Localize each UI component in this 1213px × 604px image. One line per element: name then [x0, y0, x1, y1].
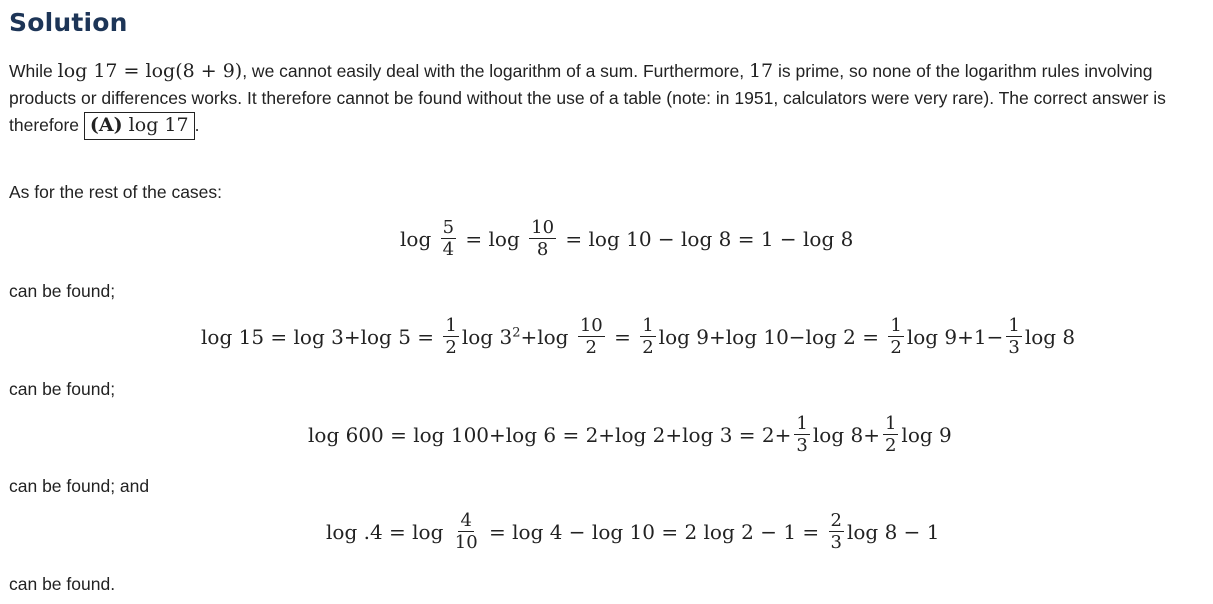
eq2-fraction-3-num: 1: [642, 315, 654, 336]
found-line-1: can be found;: [9, 281, 116, 301]
found-line-2: can be found;: [9, 379, 116, 399]
eq3-fraction-1-num: 1: [796, 413, 808, 434]
eq2-fraction-1-den: 2: [445, 337, 457, 358]
eq3-fraction-2-num: 1: [884, 413, 897, 434]
eq1-fraction-2-num: 10: [531, 217, 555, 238]
eq2-fraction-2-den: 2: [585, 337, 597, 358]
eq2-fraction-5-den: 3: [1008, 337, 1020, 358]
eq2-part-g: log 9+1−: [906, 324, 1004, 349]
eq1-part-c: = log 10 − log 8 = 1 − log 8: [559, 226, 854, 251]
eq2-part-a: log 15 = log 3+log 5 =: [201, 324, 441, 349]
eq4-part-c: log 8 − 1: [846, 519, 940, 544]
eq2-exponent: 2: [512, 324, 521, 340]
intro-paragraph: [9, 58, 1199, 140]
found-line-4: can be found.: [9, 574, 116, 594]
eq2-fraction-3: [640, 316, 655, 357]
intro-text-3: is prime, so none of the logarithm rules involving products or differences works. It therefore cannot be found without the use of a table (note: in 1951, calculators were very rare). The correct answer is therefore: [9, 61, 1166, 135]
eq2-fraction-4-den: 2: [890, 337, 902, 358]
eq4-fraction-2: [829, 511, 844, 552]
eq4-fraction-2-num: 2: [830, 510, 842, 531]
eq4-fraction-1-num: 4: [460, 510, 472, 531]
eq1-fraction-1-den: 4: [442, 239, 455, 260]
eq2-part-b: [462, 325, 521, 349]
eq3-fraction-2-den: 2: [884, 435, 897, 456]
eq4-fraction-1: [453, 511, 480, 552]
rest-intro: As for the rest of the cases:: [9, 182, 223, 202]
eq3-fraction-2: [883, 414, 898, 455]
answer-letter: (A): [89, 114, 123, 136]
solution-heading: Solution: [9, 8, 128, 37]
eq2-fraction-5: [1006, 316, 1021, 357]
intro-text-4: .: [194, 115, 200, 135]
eq2-fraction-2-num: 10: [579, 315, 603, 336]
eq2-fraction-5-num: 1: [1008, 315, 1020, 336]
intro-text-1: While: [9, 61, 58, 81]
eq3-part-c: log 9: [901, 422, 952, 447]
eq2-part-b-text: log 3: [461, 324, 513, 349]
eq3-part-a: log 600 = log 100+log 6 = 2+log 2+log 3 = 2+: [308, 422, 792, 447]
eq1-part-a: log: [400, 226, 438, 251]
eq4-part-a: log .4 = log: [326, 519, 450, 544]
equation-2: [201, 316, 1075, 357]
eq4-part-b: = log 4 − log 10 = 2 log 2 − 1 =: [482, 519, 826, 544]
eq2-fraction-3-den: 2: [642, 337, 654, 358]
intro-math-2: 17: [748, 60, 774, 82]
eq4-fraction-1-den: 10: [454, 532, 478, 553]
answer-expression: log 17: [122, 114, 189, 136]
eq1-part-b: = log: [459, 226, 527, 251]
eq1-fraction-1-num: 5: [442, 217, 455, 238]
eq2-part-e: log 9+log 10−log 2 =: [658, 324, 886, 349]
equation-1: [400, 218, 853, 259]
eq2-part-d: =: [607, 324, 638, 349]
intro-math-1: log 17 = log(8 + 9): [57, 60, 243, 82]
eq3-fraction-1-den: 3: [796, 435, 808, 456]
answer-box: [84, 112, 195, 140]
eq2-part-h: log 8: [1024, 324, 1076, 349]
equation-4: [326, 511, 940, 552]
eq1-fraction-2: [529, 218, 556, 259]
eq2-part-c: +log: [520, 324, 575, 349]
eq2-fraction-2: [578, 316, 605, 357]
eq2-fraction-4-num: 1: [890, 315, 902, 336]
found-line-3: can be found; and: [9, 476, 150, 496]
eq2-fraction-4: [888, 316, 903, 357]
eq1-fraction-1: [441, 218, 456, 259]
intro-text-2: , we cannot easily deal with the logarithm of a sum. Furthermore,: [242, 61, 749, 81]
eq2-fraction-1: [443, 316, 458, 357]
eq3-fraction-1: [794, 414, 809, 455]
equation-3: [308, 414, 952, 455]
eq3-part-b: log 8+: [812, 422, 880, 447]
eq4-fraction-2-den: 3: [830, 532, 842, 553]
eq2-fraction-1-num: 1: [445, 315, 457, 336]
eq1-fraction-2-den: 8: [536, 239, 549, 260]
